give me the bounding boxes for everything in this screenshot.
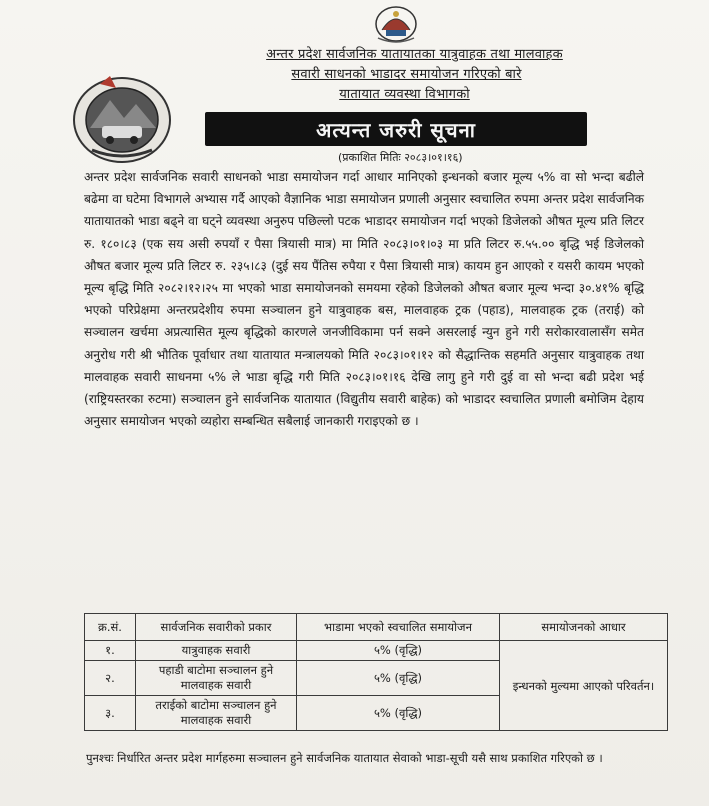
notice-title-line-1: अन्तर प्रदेश सार्वजनिक यातायातका यात्रुवाहक तथा मालवाहक <box>266 47 563 62</box>
table-header-row <box>85 614 668 641</box>
notice-title-line-2: सवारी साधनको भाडादर समायोजन गरिएको बारे <box>291 67 522 82</box>
header-adjustment: भाडामा भएको स्वचालित समायोजन <box>297 614 500 641</box>
row-vehicle-type: तराईको बाटोमा सञ्चालन हुने मालवाहक सवारी <box>136 696 297 731</box>
row-serial: २. <box>85 661 136 696</box>
published-date: (प्रकाशित मितिः २०८३।०१।१६) <box>338 151 463 164</box>
row-serial: १. <box>85 641 136 661</box>
banner-text: अत्यन्त जरुरी सूचना <box>316 117 476 142</box>
nepal-emblem-icon <box>372 2 420 46</box>
table-row <box>85 641 668 661</box>
header-serial: क्र.सं. <box>85 614 136 641</box>
urgent-notice-banner <box>205 112 587 146</box>
fare-adjustment-table <box>84 613 668 731</box>
row-adjustment: ५% (वृद्धि) <box>297 661 500 696</box>
notice-body-paragraph: अन्तर प्रदेश सार्वजनिक सवारी साधनको भाडा समायोजन गर्दा आधार मानिएको इन्धनको बजार मूल्य ५% वा सो भन्दा बढीले बढेमा वा घटेमा विभागले अभ्यास गर्दै आएको वैज्ञानिक भाडा समायोजन प्रणाली अनुसार स्वचालित रुपमा अन्तर प्रदेश सार्वजनिक यातायातको भाडा बढ्ने वा घट्ने व्यवस्था अनुरुप पछिल्लो पटक भाडादर समायोजन गर्दा भएको डिजेलको औषत मूल्य प्रति लिटर रु. १८०।८३ (एक सय असी रुपयाँ र पैसा त्रियासी मात्र) मा मिति २०८३।०१।०३ मा प्रति लिटर रु.५५.०० बृद्धि भई डिजेलको औषत बजार मूल्य प्रति लिटर रु. २३५।८३ (दुई सय पैंतिस रुपैया र पैसा त्रियासी मात्र) कायम हुन आएको र यसरी कायम भएको मूल्य बृद्धि मिति २०८२।१२।२५ मा भएको भाडा समायोजनको समयमा रहेको डिजेलको औषत बजार मूल्य भन्दा ३०.४१% बृद्धि भएको परिप्रेक्षमा अन्तरप्रदेशीय रुपमा सञ्चालन हुने यात्रुवाहक बस, मालवाहक ट्रक (पहाड), मालवाहक ट्रक (तराई) को सञ्चालन खर्चमा अप्रत्यासित मूल्य बृद्धिको कारणले जनजीविकामा पर्न सक्ने असरलाई न्युन हुने गरी सरोकारवालासँग समेत अनुरोध गरी श्री भौतिक पूर्वाधार तथा यातायात मन्त्रालयको मिति २०८३।०१।१२ को सैद्धान्तिक सहमति अनुसार यात्रुवाहक तथा मालवाहक सवारी साधनमा ५% ले भाडा बृद्धि गरी मिति २०८३।०१।१६ देखि लागु हुने गरी दुई वा सो भन्दा बढी प्रदेश भई (राष्ट्रियस्तरका रुटमा) सञ्चालन हुने सार्वजनिक यातायात (विद्युतीय सवारी बाहेक) को भाडादर स्वचालित प्रणाली बमोजिम देहाय अनुसार समायोजन भएको व्यहोरा सम्बन्धित सबैलाई जानकारी गराइएको छ । <box>84 170 644 429</box>
row-serial: ३. <box>85 696 136 731</box>
header-basis: समायोजनको आधार <box>500 614 668 641</box>
row-adjustment: ५% (वृद्धि) <box>297 696 500 731</box>
row-vehicle-type: पहाडी बाटोमा सञ्चालन हुने मालवाहक सवारी <box>136 661 297 696</box>
row-adjustment: ५% (वृद्धि) <box>297 641 500 661</box>
header-vehicle-type: सार्वजनिक सवारीको प्रकार <box>136 614 297 641</box>
adjustment-basis: इन्धनको मुल्यमा आएको परिवर्तन। <box>500 641 668 731</box>
notice-title-line-3: यातायात व्यवस्था विभागको <box>339 87 470 102</box>
postscript-note: पुनश्चः निर्धारित अन्तर प्रदेश मार्गहरुमा सञ्चालन हुने सार्वजनिक यातायात सेवाको भाडा-सूची यसै साथ प्रकाशित गरिएको छ । <box>86 751 603 765</box>
row-vehicle-type: यात्रुवाहक सवारी <box>136 641 297 661</box>
